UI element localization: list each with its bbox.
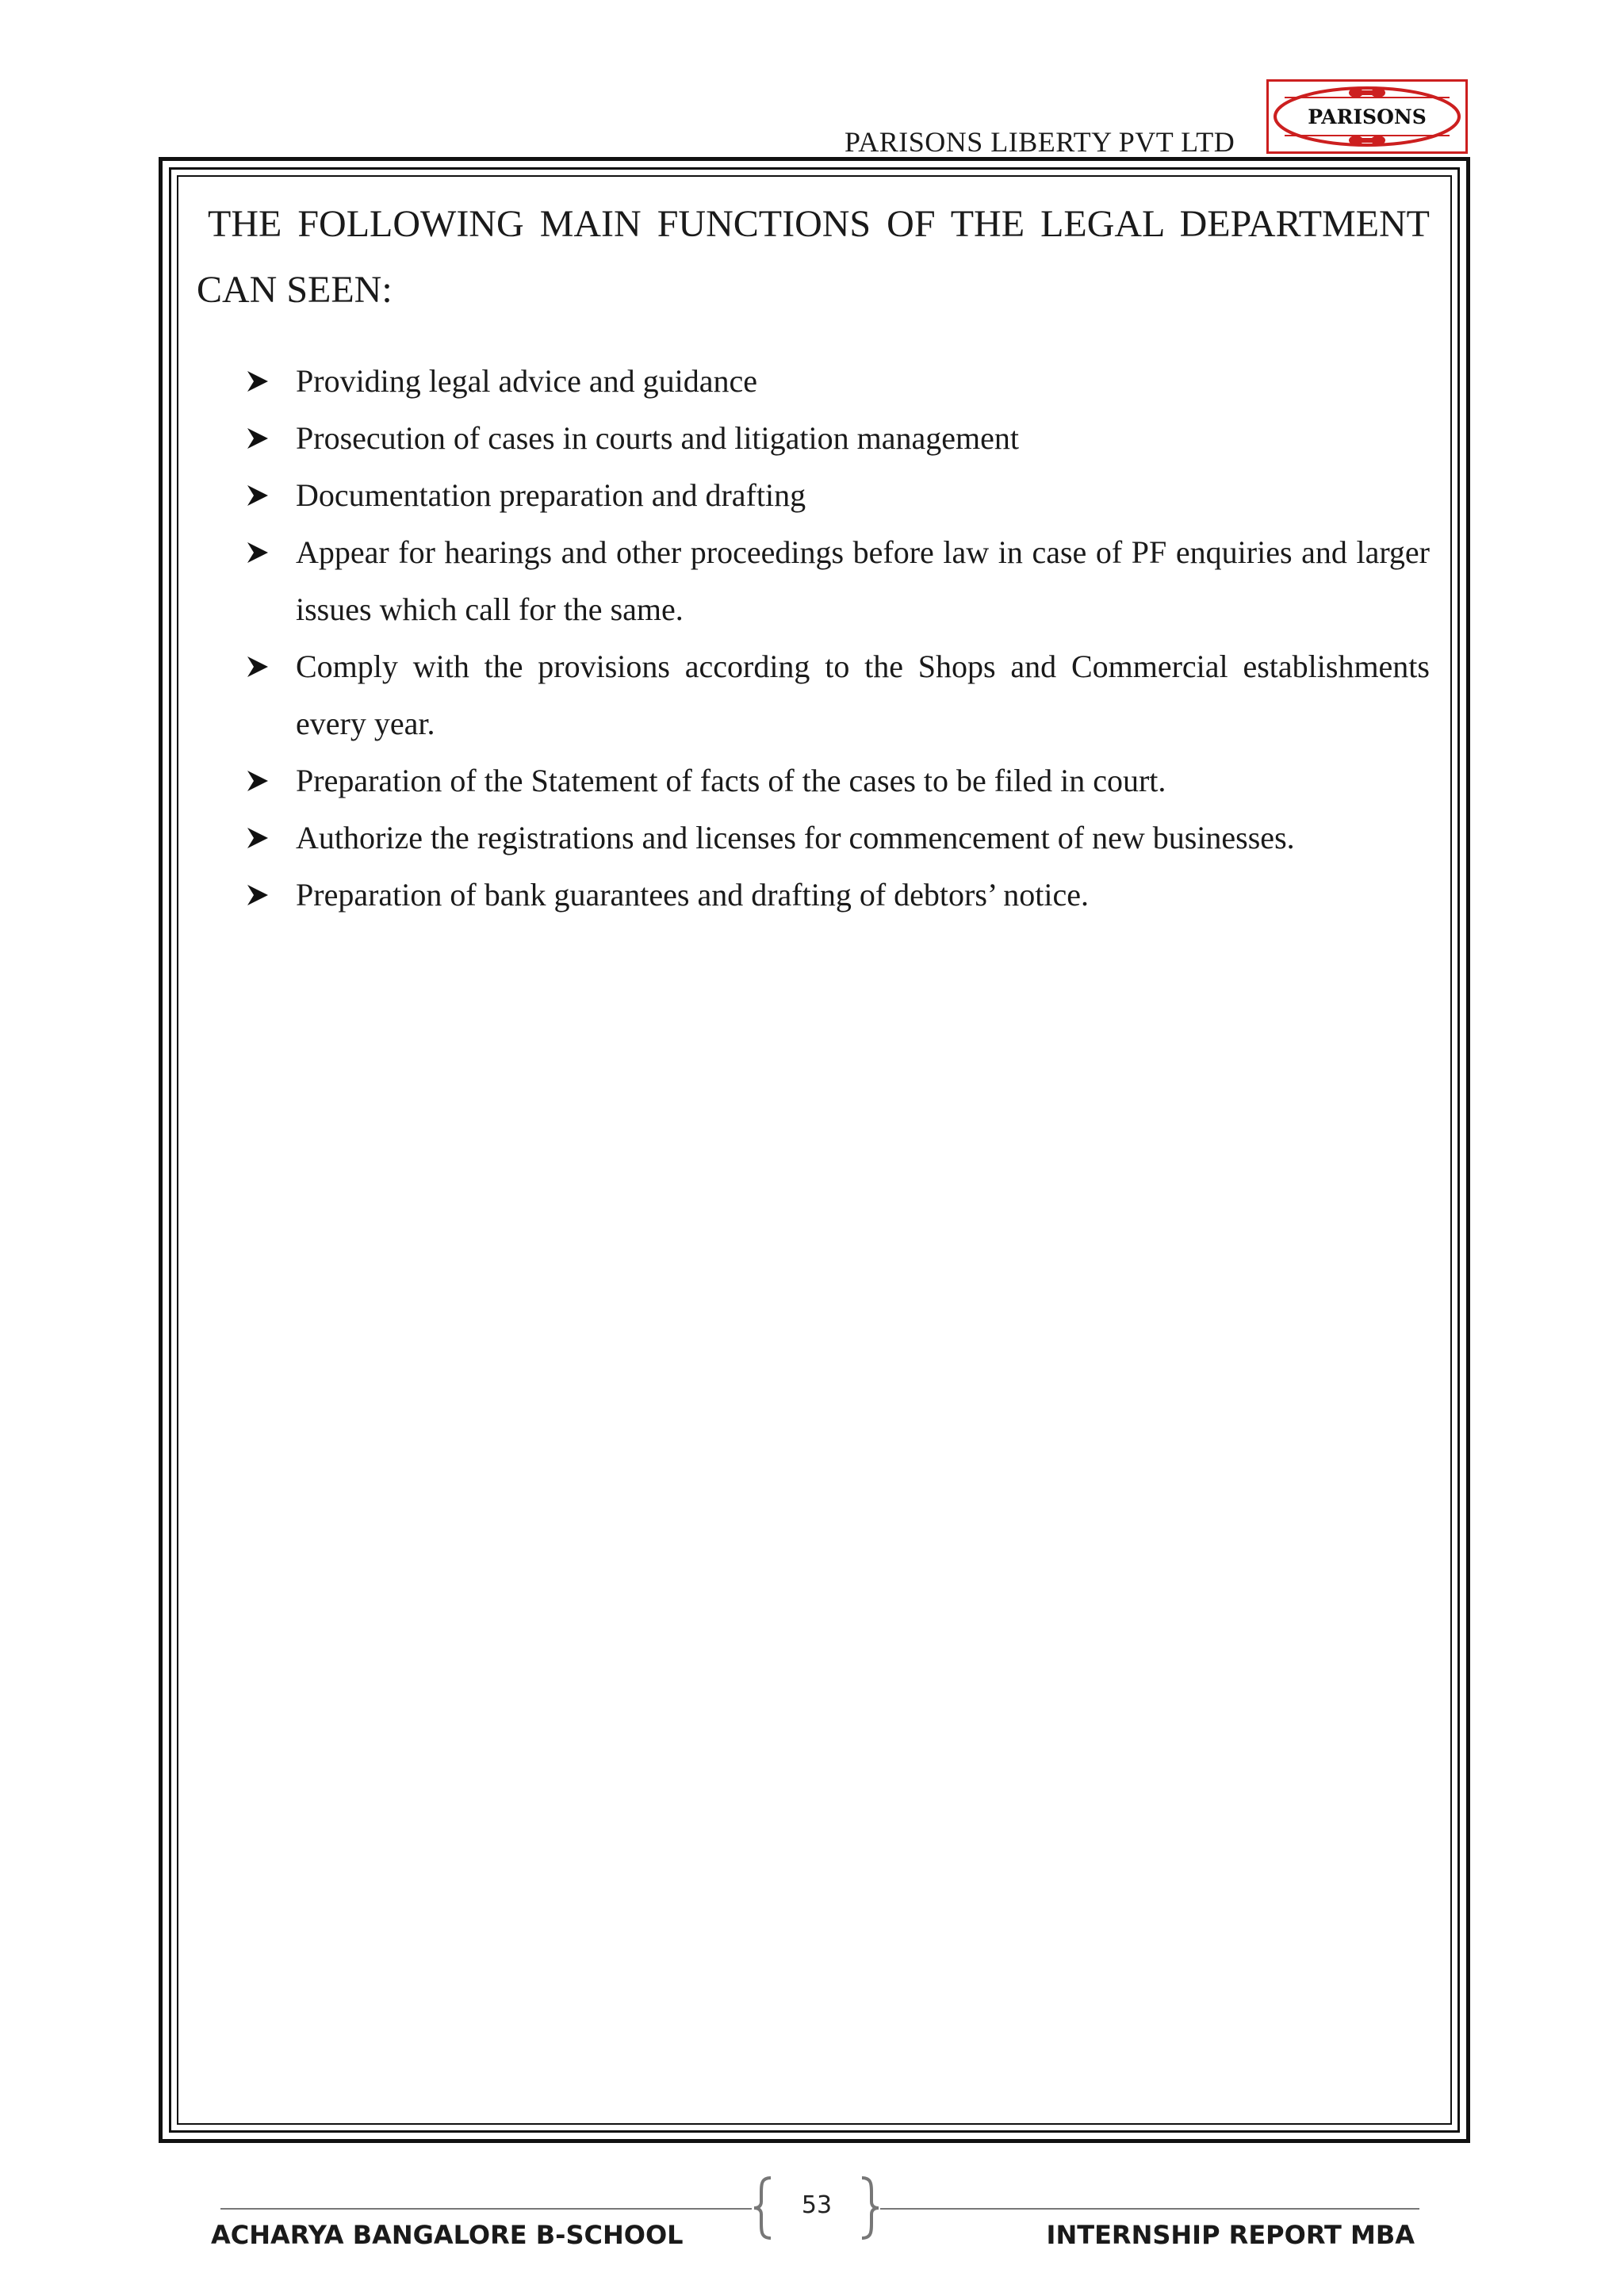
list-item-text: Appear for hearings and other proceedings before law in case of PF enquiries and larger issues which call for the same. bbox=[296, 534, 1430, 627]
logo-text: PARISONS bbox=[1308, 105, 1427, 128]
list-item bbox=[246, 467, 1430, 524]
list-item bbox=[246, 638, 1430, 752]
footer-divider-right bbox=[880, 2208, 1419, 2210]
page-number: 53 bbox=[801, 2191, 833, 2219]
logo-emblem-icon bbox=[1269, 82, 1465, 151]
list-item bbox=[246, 353, 1430, 410]
list-item-text: Prosecution of cases in courts and litigation management bbox=[296, 420, 1019, 456]
functions-list bbox=[246, 353, 1430, 924]
list-item bbox=[246, 410, 1430, 467]
arrowhead-bullet-icon bbox=[246, 884, 270, 906]
list-item-text: Providing legal advice and guidance bbox=[296, 363, 758, 399]
arrowhead-bullet-icon bbox=[246, 770, 270, 792]
list-item-text: Documentation preparation and drafting bbox=[296, 477, 806, 513]
list-item bbox=[246, 809, 1430, 867]
section-heading: THE FOLLOWING MAIN FUNCTIONS OF THE LEGAL DEPARTMENT CAN SEEN: bbox=[197, 203, 1430, 311]
arrowhead-bullet-icon bbox=[246, 370, 270, 392]
list-item bbox=[246, 524, 1430, 638]
list-item-text: Authorize the registrations and licenses for commencement of new businesses. bbox=[296, 820, 1295, 855]
footer-report-title: INTERNSHIP REPORT MBA bbox=[1046, 2220, 1415, 2250]
arrowhead-bullet-icon bbox=[246, 484, 270, 507]
parisons-logo bbox=[1266, 79, 1468, 154]
company-name: PARISONS LIBERTY PVT LTD bbox=[845, 126, 1235, 158]
left-brace-icon bbox=[752, 2176, 774, 2240]
footer-divider-left bbox=[220, 2208, 752, 2210]
list-item bbox=[246, 867, 1430, 924]
arrowhead-bullet-icon bbox=[246, 427, 270, 450]
arrowhead-bullet-icon bbox=[246, 827, 270, 849]
arrowhead-bullet-icon bbox=[246, 541, 270, 564]
list-item-text: Preparation of bank guarantees and drafting of debtors’ notice. bbox=[296, 877, 1089, 913]
footer-school-name: ACHARYA BANGALORE B-SCHOOL bbox=[211, 2220, 684, 2250]
list-item-text: Comply with the provisions according to the Shops and Commercial establishments every year. bbox=[296, 649, 1430, 741]
arrowhead-bullet-icon bbox=[246, 656, 270, 678]
list-item-text: Preparation of the Statement of facts of the cases to be filed in court. bbox=[296, 763, 1166, 798]
list-item bbox=[246, 752, 1430, 809]
right-brace-icon bbox=[859, 2176, 881, 2240]
